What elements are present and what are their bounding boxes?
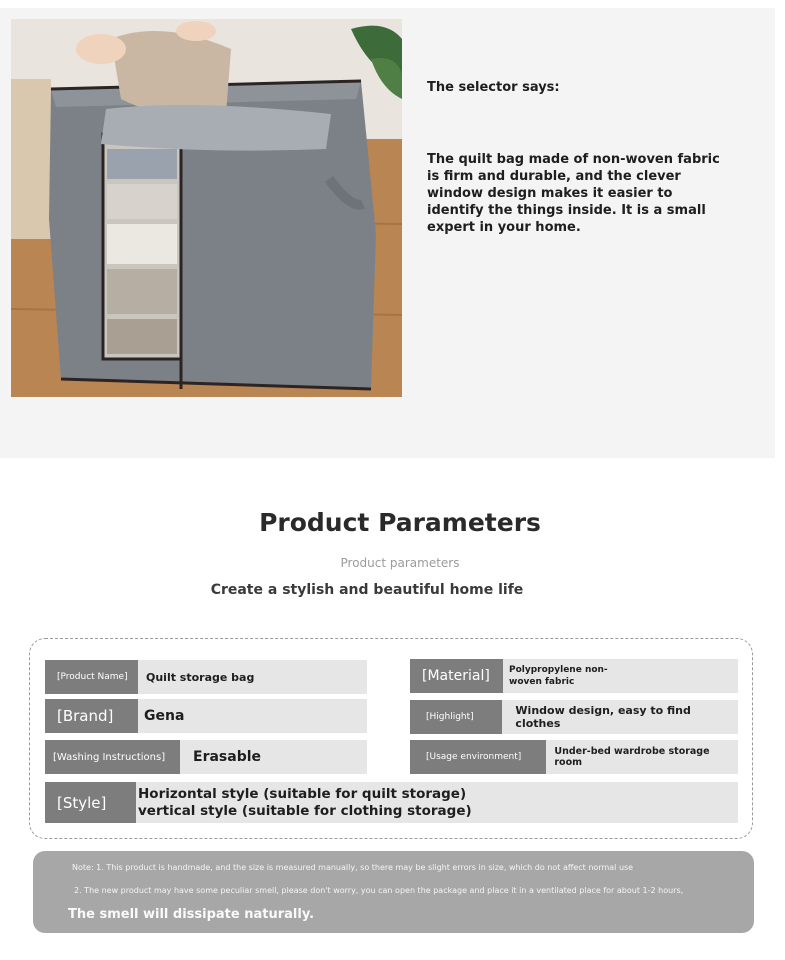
param-label: [Material] — [410, 659, 503, 693]
note-line-1: Note: 1. This product is handmade, and the size is measured manually, so there may be slight errors in size, which do not affect normal use — [72, 863, 634, 872]
section-tagline: Create a stylish and beautiful home life — [210, 582, 524, 598]
param-value: Window design, easy to find clothes — [515, 704, 691, 730]
param-label: [Usage environment] — [410, 740, 546, 774]
selector-description: The quilt bag made of non-woven fabric is firm and durable, and the clever window design makes it easier to identify the things inside. It is a small expert in your home. — [427, 152, 720, 235]
note-line-3: The smell will dissipate naturally. — [68, 907, 315, 922]
product-photo — [11, 19, 402, 397]
param-material — [410, 659, 738, 693]
param-usage-environment — [410, 740, 738, 774]
section-title: Product Parameters — [259, 508, 541, 537]
param-label: [Brand] — [45, 699, 138, 733]
param-brand — [45, 699, 367, 733]
param-label: [Product Name] — [45, 660, 138, 694]
param-highlight — [410, 700, 738, 734]
param-label: [Highlight] — [410, 700, 502, 734]
param-label: [Washing Instructions] — [45, 740, 180, 774]
param-washing-instructions — [45, 740, 367, 774]
param-value: Under-bed wardrobe storage room — [554, 746, 710, 768]
param-value: Quilt storage bag — [146, 670, 255, 684]
param-value: Horizontal style (suitable for quilt storage) vertical style (suitable for clothing storage) — [138, 785, 472, 819]
param-value: Erasable — [193, 749, 262, 765]
param-label: [Style] — [45, 782, 136, 823]
param-style — [45, 782, 738, 823]
section-subtitle: Product parameters — [340, 556, 460, 570]
note-line-2: 2. The new product may have some peculiar smell, please don't worry, you can open the package and place it in a ventilated place for about 1-2 hours, — [74, 886, 684, 895]
selector-heading: The selector says: — [427, 80, 560, 95]
param-product-name — [45, 660, 367, 694]
param-value: Polypropylene non-woven fabric — [509, 665, 608, 687]
param-value: Gena — [144, 708, 185, 724]
